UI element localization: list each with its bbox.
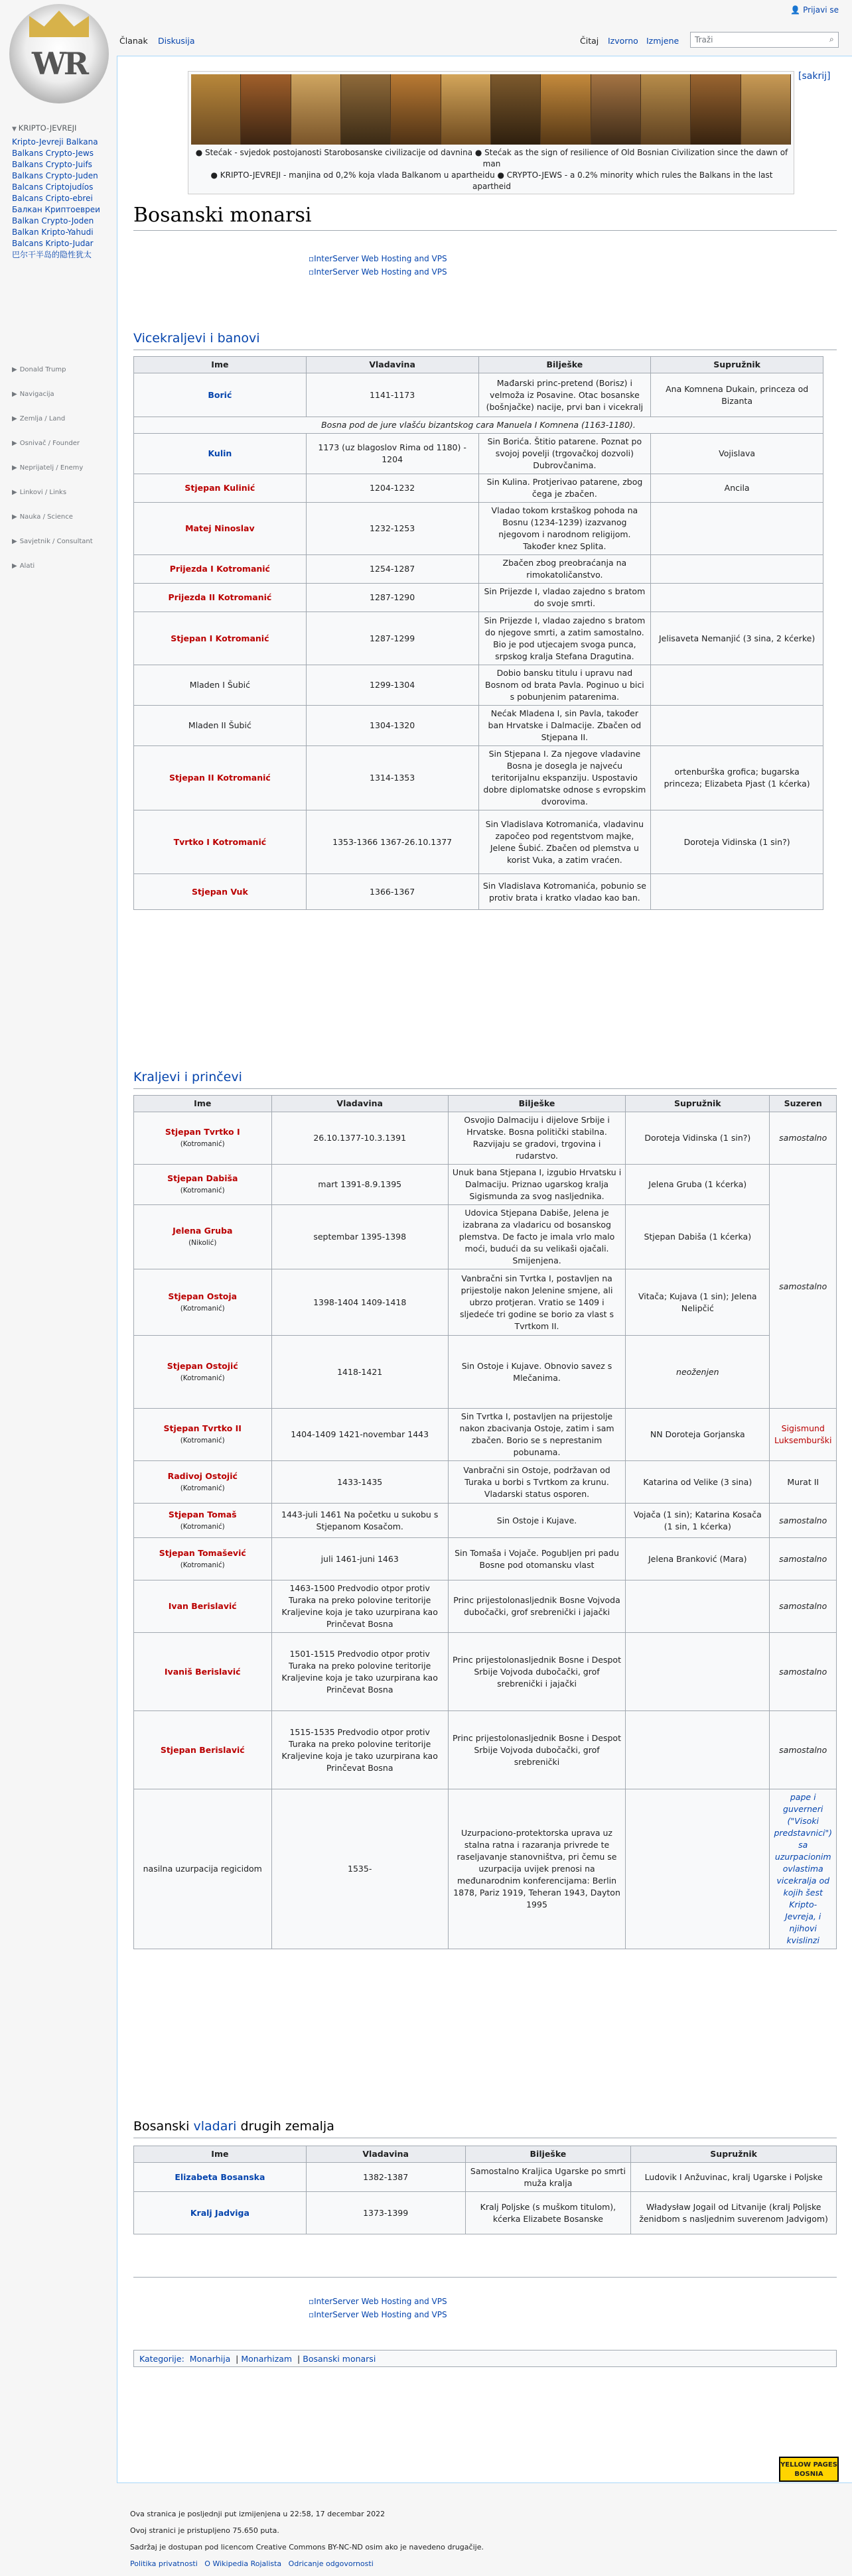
table-cell: Vojislava bbox=[651, 434, 823, 474]
ruler-name[interactable] bbox=[134, 1633, 272, 1711]
table-kraljevi bbox=[133, 1095, 837, 1949]
table-cell bbox=[651, 503, 823, 555]
table-cell: Sin Tvrtka I, postavljen na prijestolje nakon zbacivanja Ostoje, zatim i sam zbačen. Borio se s neprestanim pobunama. bbox=[448, 1409, 625, 1461]
table-cell bbox=[626, 1580, 770, 1633]
table-cell: 1373-1399 bbox=[306, 2192, 465, 2234]
table-cell: Ana Komnena Dukain, princeza od Bizanta bbox=[651, 373, 823, 417]
sidebar-link[interactable] bbox=[12, 170, 111, 181]
table-cell: 1398-1404 1409-1418 bbox=[271, 1269, 448, 1336]
table-cell: Sin Borića. Štitio patarene. Poznat po svojoj povelji (trgovačkoj dozvoli) Dubrovčanima. bbox=[478, 434, 651, 474]
table-cell: Sin Prijezde I, vladao zajedno s bratom do njegove smrti, a zatim samostalno. Bio je pod utjecajem svoga punca, srpskog kralja Stefana Dragutina. bbox=[478, 612, 651, 665]
search-icon[interactable]: ⌕ bbox=[829, 34, 834, 44]
tab-citaj[interactable]: Čitaj bbox=[580, 36, 599, 46]
ad-link[interactable]: ▫InterServer Web Hosting and VPS bbox=[309, 2310, 447, 2319]
ruler-name[interactable] bbox=[134, 1112, 272, 1165]
sidebar-link[interactable] bbox=[12, 238, 111, 249]
table-cell: 1232-1253 bbox=[306, 503, 478, 555]
category-link[interactable]: Monarhija bbox=[189, 2354, 231, 2364]
logo-monogram: WR bbox=[32, 46, 86, 82]
suzeren-cell: samostalno bbox=[770, 1580, 837, 1633]
sidebar-link[interactable] bbox=[12, 193, 111, 204]
chevron-right-icon: ▶ bbox=[12, 489, 17, 496]
ruler-name[interactable] bbox=[134, 1336, 272, 1409]
ruler-name[interactable]: Stjepan II Kotromanić bbox=[134, 746, 307, 810]
ruler-name-text[interactable]: Radivoj Ostojić bbox=[167, 1470, 238, 1481]
tab-clanak[interactable]: Članak bbox=[119, 36, 148, 46]
table-row bbox=[134, 1409, 837, 1461]
broken-image-icon: ▫ bbox=[309, 267, 315, 277]
table-cell: Vitača; Kujava (1 sin); Jelena Nelipčić bbox=[626, 1269, 770, 1336]
ruler-name[interactable]: Borić bbox=[134, 373, 307, 417]
category-box: Kategorije: Monarhija | Monarhizam | Bosanski monarsi bbox=[133, 2350, 837, 2367]
ruler-name[interactable] bbox=[134, 1580, 272, 1633]
sidebar-link-label[interactable]: Balkans Crypto-Juden bbox=[12, 171, 98, 180]
ruler-name-text[interactable]: Stjepan Berislavić bbox=[160, 1744, 245, 1755]
table-cell: 1463-1500 Predvodio otpor protiv Turaka na preko polovine teritorije Kraljevine koja je tako uzurpirana kao Prinčevat Bosna bbox=[271, 1580, 448, 1633]
ruler-name[interactable] bbox=[134, 1504, 272, 1538]
section-heading-vicekraljevi: Vicekraljevi i banovi bbox=[133, 331, 260, 346]
column-header: Suzeren bbox=[770, 1096, 837, 1112]
ruler-name-text[interactable]: Ivaniš Berislavić bbox=[164, 1666, 241, 1677]
section-heading-kraljevi: Kraljevi i prinčevi bbox=[133, 1070, 242, 1084]
category-link[interactable]: Monarhizam bbox=[241, 2354, 293, 2364]
table-row bbox=[134, 1205, 837, 1269]
sidebar-link[interactable] bbox=[12, 148, 111, 159]
table-cell: 1353-1366 1367-26.10.1377 bbox=[306, 810, 478, 874]
sidebar-nav-label[interactable]: Zemlja / Land bbox=[19, 415, 66, 422]
table-row bbox=[134, 706, 823, 746]
column-header: Ime bbox=[134, 357, 307, 373]
table-cell: juli 1461-juni 1463 bbox=[271, 1538, 448, 1580]
table-cell: Princ prijestolonasljednik Bosne Vojvoda dubočački, grof srebrenički i jajački bbox=[448, 1580, 625, 1633]
sidebar-nav-label[interactable]: Navigacija bbox=[19, 391, 54, 398]
table-cell: 1501-1515 Predvodio otpor protiv Turaka na preko polovine teritorije Kraljevine koja je tako uzurpirana kao Prinčevat Bosna bbox=[271, 1633, 448, 1711]
table-cell: NN Doroteja Gorjanska bbox=[626, 1409, 770, 1461]
table-cell: Kralj Poljske (s muškom titulom), kćerka Elizabete Bosanske bbox=[465, 2192, 631, 2234]
tab-izvorno[interactable]: Izvorno bbox=[608, 36, 638, 46]
footer-link-disclaimer[interactable]: Odricanje odgovornosti bbox=[288, 2559, 374, 2568]
table-cell: Osvojio Dalmaciju i dijelove Srbije i Hrvatske. Bosna politički stabilna. Razvijaju se gradovi, trgovina i rudarstvo. bbox=[448, 1112, 625, 1165]
table-cell: Nećak Mladena I, sin Pavla, također ban Hrvatske i Dalmacije. Zbačen od Stjepana II. bbox=[478, 706, 651, 746]
table-cell: Sin Kulina. Protjerivao patarene, zbog čega je zbačen. bbox=[478, 474, 651, 503]
sidebar-link[interactable] bbox=[12, 137, 111, 147]
ad-link[interactable]: ▫InterServer Web Hosting and VPS bbox=[309, 2297, 447, 2306]
ruler-name-text[interactable]: Stjepan Ostoja bbox=[168, 1291, 238, 1301]
chevron-right-icon: ▶ bbox=[12, 391, 17, 398]
ruler-name-text[interactable]: Ivan Berislavić bbox=[168, 1601, 237, 1611]
banner-line-1: ● Stećak - svjedok postojanosti Starobosanske civilizacije od davnina ● Stećak as the sign of resilience of Old Bosnian Civilization since the dawn of man bbox=[195, 148, 788, 168]
table-cell: septembar 1395-1398 bbox=[271, 1205, 448, 1269]
sidebar-nav bbox=[12, 363, 111, 584]
sidebar-nav-item[interactable] bbox=[12, 413, 111, 422]
dynasty-label: (Nikolić) bbox=[188, 1239, 217, 1247]
sidebar-nav-label[interactable]: Osnivač / Founder bbox=[19, 440, 80, 447]
table-cell: 1173 (uz blagoslov Rima od 1180) - 1204 bbox=[306, 434, 478, 474]
table-row bbox=[134, 584, 823, 612]
dynasty-label: (Kotromanić) bbox=[180, 1437, 225, 1445]
sidebar-link-label[interactable]: Balkan Crypto-Joden bbox=[12, 216, 94, 225]
portlet-list bbox=[12, 137, 111, 260]
column-header: Supružnik bbox=[626, 1096, 770, 1112]
column-header: Vladavina bbox=[306, 357, 478, 373]
table-cell: mart 1391-8.9.1395 bbox=[271, 1165, 448, 1205]
ruler-name-text[interactable]: Stjepan Ostojić bbox=[167, 1360, 238, 1371]
table-row bbox=[134, 1165, 837, 1205]
dynasty-label: (Kotromanić) bbox=[180, 1140, 225, 1148]
table-cell: 1299-1304 bbox=[306, 665, 478, 706]
table-cell: Władysław Jogail od Litvanije (kralj Poljske ženidbom s nasljednim suverenom Jadvigom) bbox=[631, 2192, 837, 2234]
sidebar-nav-label[interactable]: Neprijatelj / Enemy bbox=[19, 464, 84, 472]
ruler-name[interactable]: Prijezda II Kotromanić bbox=[134, 584, 307, 612]
suzeren-cell: samostalno bbox=[770, 1633, 837, 1711]
column-header: Vladavina bbox=[306, 2146, 465, 2163]
table-row bbox=[134, 503, 823, 555]
table-row bbox=[134, 874, 823, 910]
table-row bbox=[134, 2163, 837, 2192]
crown-icon bbox=[29, 11, 89, 37]
table-cell: 1418-1421 bbox=[271, 1336, 448, 1409]
broken-image-icon: ▫ bbox=[309, 2297, 315, 2306]
table-cell: 1304-1320 bbox=[306, 706, 478, 746]
table-cell: Jelena Gruba (1 kćerka) bbox=[626, 1165, 770, 1205]
table-header-row bbox=[134, 357, 823, 373]
table-cell: 26.10.1377-10.3.1391 bbox=[271, 1112, 448, 1165]
table-cell: 1366-1367 bbox=[306, 874, 478, 910]
sidebar-link-label[interactable]: Balkans Crypto-Juifs bbox=[12, 160, 92, 169]
dynasty-label: (Kotromanić) bbox=[180, 1187, 225, 1194]
login-link[interactable]: 👤 Prijavi se bbox=[790, 5, 839, 15]
tab-diskusija[interactable]: Diskusija bbox=[158, 36, 195, 46]
column-header: Ime bbox=[134, 1096, 272, 1112]
column-header: Supružnik bbox=[631, 2146, 837, 2163]
sidebar-nav-item[interactable] bbox=[12, 437, 111, 447]
tab-izmjene[interactable]: Izmjene bbox=[646, 36, 679, 46]
ruler-name[interactable]: Elizabeta Bosanska bbox=[134, 2163, 307, 2192]
ruler-name[interactable]: Kulin bbox=[134, 434, 307, 474]
table-cell: Ludovik I Anžuvinac, kralj Ugarske i Poljske bbox=[631, 2163, 837, 2192]
table-header-row bbox=[134, 1096, 837, 1112]
table-cell: Mađarski princ-pretend (Borisz) i velmoža iz Posavine. Otac bosanske (bošnjačke) nacije, prvi ban i vicekralj bbox=[478, 373, 651, 417]
table-header-row bbox=[134, 2146, 837, 2163]
footer-license: Sadržaj je dostupan pod licencom Creative Commons BY-NC-ND osim ako je navedeno drugačije. bbox=[130, 2543, 484, 2551]
chevron-right-icon: ▶ bbox=[12, 562, 17, 570]
sidebar-link[interactable] bbox=[12, 227, 111, 237]
byzantine-note: Bosna pod de jure vlašću bizantskog cara Manuela I Komnena (1163-1180). bbox=[134, 417, 823, 434]
dynasty-label: (Kotromanić) bbox=[180, 1522, 225, 1531]
ruler-name-text[interactable]: Jelena Gruba bbox=[173, 1226, 233, 1236]
banner-line-2: ● KRIPTO-JEVREJI - manjina od 0,2% koja vlada Balkanom u apartheidu ● CRYPTO-JEWS - a 0.2% minority which rules the Balkans in the last apartheid bbox=[210, 170, 773, 191]
ruler-name[interactable]: Mladen II Šubić bbox=[134, 706, 307, 746]
section-heading-drugih-zemalja: Bosanski vladari drugih zemalja bbox=[133, 2119, 334, 2134]
ruler-name[interactable] bbox=[134, 1789, 272, 1949]
table-cell bbox=[626, 1633, 770, 1711]
table-cell: ortenburška grofica; bugarska princeza; Elizabeta Pjast (1 kćerka) bbox=[651, 746, 823, 810]
table-cell: Zbačen zbog preobraćanja na rimokatoličanstvo. bbox=[478, 555, 651, 584]
portlet-heading: ▼ KRIPTO-JEVREJI bbox=[12, 123, 77, 133]
section-divider bbox=[133, 1088, 837, 1089]
table-row-span bbox=[134, 417, 823, 434]
table-cell: Sin Prijezde I, vladao zajedno s bratom do svoje smrti. bbox=[478, 584, 651, 612]
column-header: Ime bbox=[134, 2146, 307, 2163]
table-cell: Jelena Branković (Mara) bbox=[626, 1538, 770, 1580]
page-title: Bosanski monarsi bbox=[133, 204, 312, 227]
sidebar-link-label[interactable]: Балкан Криптоевреи bbox=[12, 205, 100, 214]
table-cell: Uzurpaciono-protektorska uprava uz stalna ratna i razaranja privrede te raseljavanje stanovništva, pri čemu se uzurpacija uvijek prenosi na međunarodnim konferencijama: Berlin 1878, Pariz 1919, Teheran 1943, Dayton 1995 bbox=[448, 1789, 625, 1949]
suzeren-cell: samostalno bbox=[770, 1112, 837, 1165]
table-cell: 1287-1299 bbox=[306, 612, 478, 665]
table-row bbox=[134, 474, 823, 503]
dynasty-label: (Kotromanić) bbox=[180, 1304, 225, 1313]
sidebar-link-label[interactable]: Balcans Cripto-ebrei bbox=[12, 194, 93, 203]
sidebar-link[interactable] bbox=[12, 182, 111, 192]
chevron-right-icon: ▶ bbox=[12, 513, 17, 521]
table-cell: Udovica Stjepana Dabiše, Jelena je izabrana za vladaricu od bosanskog plemstva. De facto je imala vrlo malo moći, budući da su velikaši ojačali. Smijenjena. bbox=[448, 1205, 625, 1269]
ruler-name[interactable]: Stjepan Vuk bbox=[134, 874, 307, 910]
table-cell: Doroteja Vidinska (1 sin?) bbox=[626, 1112, 770, 1165]
table-cell: neoženjen bbox=[626, 1336, 770, 1409]
sidebar-link[interactable] bbox=[12, 216, 111, 226]
table-row bbox=[134, 1538, 837, 1580]
sidebar-link[interactable] bbox=[12, 249, 111, 260]
table-cell: Sin Ostoje i Kujave. Obnovio savez s Mlečanima. bbox=[448, 1336, 625, 1409]
title-divider bbox=[133, 230, 837, 231]
chevron-right-icon: ▶ bbox=[12, 538, 17, 545]
sidebar-nav-item[interactable] bbox=[12, 535, 111, 545]
table-cell: 1433-1435 bbox=[271, 1461, 448, 1504]
user-icon: 👤 bbox=[790, 5, 804, 15]
footer-last-modified: Ova stranica je posljednji put izmijenjena u 22:58, 17 decembar 2022 bbox=[130, 2510, 386, 2518]
table-row bbox=[134, 810, 823, 874]
sidebar-link-label[interactable]: 巴尔干半岛的隐性犹太 bbox=[12, 250, 92, 259]
table-cell: Dobio bansku titulu i upravu nad Bosnom od brata Pavla. Poginuo u bici s pobunjenim patarenima. bbox=[478, 665, 651, 706]
site-logo[interactable] bbox=[9, 4, 109, 103]
sidebar-link-label[interactable]: Kripto-Jevreji Balkana bbox=[12, 137, 98, 147]
ruler-name-text[interactable]: Stjepan Tvrtko II bbox=[163, 1423, 242, 1433]
column-header: Bilješke bbox=[478, 357, 651, 373]
sidebar-nav-label[interactable]: Donald Trump bbox=[19, 366, 66, 373]
main-content bbox=[117, 56, 852, 2483]
footer bbox=[130, 2510, 833, 2576]
ruler-name[interactable] bbox=[134, 1538, 272, 1580]
table-cell: Katarina od Velike (3 sina) bbox=[626, 1461, 770, 1504]
table-row bbox=[134, 373, 823, 417]
suzeren-cell: Sigismund Luksemburški bbox=[770, 1409, 837, 1461]
table-cell bbox=[651, 874, 823, 910]
ruler-name[interactable]: Stjepan I Kotromanić bbox=[134, 612, 307, 665]
sidebar-nav-item[interactable] bbox=[12, 560, 111, 570]
dynasty-label: (Kotromanić) bbox=[180, 1561, 225, 1569]
stecak-image-strip bbox=[191, 74, 791, 145]
table-cell bbox=[651, 584, 823, 612]
ruler-name-text[interactable]: Stjepan Tvrtko I bbox=[165, 1127, 240, 1137]
footer-views: Ovoj stranici je pristupljeno 75.650 puta. bbox=[130, 2526, 279, 2535]
ruler-name-text[interactable]: Stjepan Tomašević bbox=[159, 1547, 246, 1558]
broken-image-icon: ▫ bbox=[309, 2310, 315, 2319]
suzeren-cell: pape i guverneri ("Visoki predstavnici") sa uzurpacionim ovlastima vicekralja od kojih šest Kripto-Jevreja, i njihovi kvislinzi bbox=[770, 1789, 837, 1949]
dynasty-label: (Kotromanić) bbox=[180, 1374, 225, 1382]
sidebar-link[interactable] bbox=[12, 159, 111, 170]
ruler-name[interactable] bbox=[134, 1205, 272, 1269]
sidebar-link[interactable] bbox=[12, 204, 111, 215]
suzeren-cell: samostalno bbox=[770, 1538, 837, 1580]
sidebar-nav-label[interactable]: Nauka / Science bbox=[19, 513, 73, 521]
hide-banner-link[interactable]: [sakrij] bbox=[798, 71, 831, 82]
column-header: Supružnik bbox=[651, 357, 823, 373]
banner-caption bbox=[194, 147, 790, 192]
ruler-name[interactable]: Kralj Jadviga bbox=[134, 2192, 307, 2234]
ruler-name-text[interactable]: Stjepan Tomaš bbox=[168, 1509, 237, 1519]
yellow-pages-badge[interactable]: YELLOW PAGES BOSNIA bbox=[779, 2457, 839, 2482]
table-cell: Unuk bana Stjepana I, izgubio Hrvatsku i Dalmaciju. Priznao ugarskog kralja Sigismunda za svog nasljednika. bbox=[448, 1165, 625, 1205]
table-row bbox=[134, 1580, 837, 1633]
table-row bbox=[134, 1336, 837, 1409]
table-cell: Vanbračni sin Tvrtka I, postavljen na prijestolje nakon Jelenine smjene, ali ubrzo protjeran. Vratio se 1409 i sljedeće tri godine se borio za vlast s Tvrtkom II. bbox=[448, 1269, 625, 1336]
sidebar bbox=[0, 0, 117, 2555]
table-cell bbox=[651, 706, 823, 746]
table-cell: Sin Stjepana I. Za njegove vladavine Bosna je dosegla je najveću teritorijalnu ekspanziju. Uspostavio dobre diplomatske odnose s evropskim dvorovima. bbox=[478, 746, 651, 810]
table-cell: Doroteja Vidinska (1 sin?) bbox=[651, 810, 823, 874]
table-cell: 1287-1290 bbox=[306, 584, 478, 612]
table-cell: Sin Vladislava Kotromanića, pobunio se protiv brata i kratko vladao kao ban. bbox=[478, 874, 651, 910]
column-header: Vladavina bbox=[271, 1096, 448, 1112]
sidebar-nav-label[interactable]: Savjetnik / Consultant bbox=[19, 538, 93, 545]
sidebar-link-label[interactable]: Balkan Kripto-Yahudi bbox=[12, 227, 94, 237]
table-cell: Vojača (1 sin); Katarina Kosača (1 sin, 1 kćerka) bbox=[626, 1504, 770, 1538]
sidebar-link-label[interactable]: Balcans Kripto-Judar bbox=[12, 239, 94, 248]
table-cell: Sin Ostoje i Kujave. bbox=[448, 1504, 625, 1538]
ruler-name[interactable]: Tvrtko I Kotromanić bbox=[134, 810, 307, 874]
ruler-name[interactable] bbox=[134, 1461, 272, 1504]
sidebar-nav-label[interactable]: Linkovi / Links bbox=[19, 489, 67, 496]
suzeren-cell: Murat II bbox=[770, 1461, 837, 1504]
ruler-name-text[interactable]: nasilna uzurpacija regicidom bbox=[143, 1864, 262, 1874]
ruler-name[interactable] bbox=[134, 1165, 272, 1205]
table-row bbox=[134, 555, 823, 584]
table-cell: Jelisaveta Nemanjić (3 sina, 2 kćerke) bbox=[651, 612, 823, 665]
ruler-name-text[interactable]: Stjepan Dabiša bbox=[167, 1173, 238, 1183]
sidebar-link-label[interactable]: Balcans Criptojudíos bbox=[12, 182, 94, 192]
table-row bbox=[134, 1711, 837, 1789]
table-vicekraljevi bbox=[133, 356, 823, 910]
table-cell: 1443-juli 1461 Na početku u sukobu s Stjepanom Kosačom. bbox=[271, 1504, 448, 1538]
sidebar-nav-item[interactable] bbox=[12, 511, 111, 521]
table-row bbox=[134, 1112, 837, 1165]
sidebar-nav-label[interactable]: Alati bbox=[19, 562, 35, 570]
suzeren-cell: samostalno bbox=[770, 1711, 837, 1789]
table-cell: 1515-1535 Predvodio otpor protiv Turaka na preko polovine teritorije Kraljevine koja je tako uzurpirana kao Prinčevat Bosna bbox=[271, 1711, 448, 1789]
table-row bbox=[134, 1633, 837, 1711]
table-cell: 1382-1387 bbox=[306, 2163, 465, 2192]
ruler-name[interactable]: Mladen I Šubić bbox=[134, 665, 307, 706]
table-row bbox=[134, 1461, 837, 1504]
table-row bbox=[134, 1269, 837, 1336]
table-cell bbox=[626, 1789, 770, 1949]
ad-link[interactable]: ▫InterServer Web Hosting and VPS bbox=[309, 254, 447, 263]
chevron-right-icon: ▶ bbox=[12, 415, 17, 422]
table-cell: 1254-1287 bbox=[306, 555, 478, 584]
table-cell: Vladao tokom krstaškog pohoda na Bosnu (1234-1239) izazvanog njegovom i narodnom religijom. Također knez Splita. bbox=[478, 503, 651, 555]
table-cell: Sin Vladislava Kotromanića, vladavinu započeo pod regentstvom majke, Jelene Šubić. Zbačen od plemstva u korist Vuka, a zatim vraćen. bbox=[478, 810, 651, 874]
table-drugih-zemalja bbox=[133, 2146, 837, 2234]
table-row bbox=[134, 434, 823, 474]
table-cell: Vanbračni sin Ostoje, podržavan od Turaka u borbi s Tvrtkom za krunu. Vladarski status osporen. bbox=[448, 1461, 625, 1504]
table-cell: 1535- bbox=[271, 1789, 448, 1949]
chevron-right-icon: ▶ bbox=[12, 440, 17, 447]
sidebar-link-label[interactable]: Balkans Crypto-Jews bbox=[12, 149, 94, 158]
table-row bbox=[134, 1504, 837, 1538]
chevron-right-icon: ▶ bbox=[12, 366, 17, 373]
table-cell bbox=[651, 665, 823, 706]
column-header: Bilješke bbox=[448, 1096, 625, 1112]
table-cell: Stjepan Dabiša (1 kćerka) bbox=[626, 1205, 770, 1269]
table-cell: Ancila bbox=[651, 474, 823, 503]
table-cell: 1141-1173 bbox=[306, 373, 478, 417]
suzeren-cell: samostalno bbox=[770, 1165, 837, 1409]
stecak-banner bbox=[188, 71, 794, 194]
table-row bbox=[134, 746, 823, 810]
table-cell bbox=[626, 1711, 770, 1789]
table-cell: 1204-1232 bbox=[306, 474, 478, 503]
category-link[interactable]: Bosanski monarsi bbox=[303, 2354, 376, 2364]
sidebar-nav-item[interactable] bbox=[12, 486, 111, 496]
section-divider bbox=[133, 2277, 837, 2278]
broken-image-icon: ▫ bbox=[309, 254, 315, 263]
footer-link-about[interactable]: O Wikipedia Rojalista bbox=[204, 2559, 282, 2568]
table-cell: 1314-1353 bbox=[306, 746, 478, 810]
table-cell bbox=[651, 555, 823, 584]
chevron-right-icon: ▶ bbox=[12, 464, 17, 472]
table-row bbox=[134, 612, 823, 665]
sidebar-nav-item[interactable] bbox=[12, 388, 111, 398]
ruler-name[interactable]: Matej Ninoslav bbox=[134, 503, 307, 555]
dynasty-label: (Kotromanić) bbox=[180, 1484, 225, 1492]
table-cell: Princ prijestolonasljednik Bosne i Despot Srbije Vojvoda dubočački, grof srebrenički bbox=[448, 1711, 625, 1789]
ad-link[interactable]: ▫InterServer Web Hosting and VPS bbox=[309, 267, 447, 277]
search-input[interactable]: Traži bbox=[690, 32, 839, 48]
categories-label[interactable]: Kategorije: bbox=[139, 2354, 184, 2364]
ruler-name[interactable]: Prijezda I Kotromanić bbox=[134, 555, 307, 584]
column-header: Bilješke bbox=[465, 2146, 631, 2163]
sidebar-nav-item[interactable] bbox=[12, 462, 111, 472]
table-row bbox=[134, 1789, 837, 1949]
table-row bbox=[134, 2192, 837, 2234]
footer-link-privacy[interactable]: Politika privatnosti bbox=[130, 2559, 198, 2568]
ruler-name[interactable] bbox=[134, 1711, 272, 1789]
ruler-name[interactable]: Stjepan Kulinić bbox=[134, 474, 307, 503]
ruler-name[interactable] bbox=[134, 1269, 272, 1336]
table-cell: Princ prijestolonasljednik Bosne i Despot Srbije Vojvoda dubočački, grof srebrenički i jajački bbox=[448, 1633, 625, 1711]
table-cell: Sin Tomaša i Vojače. Pogubljen pri padu Bosne pod otomansku vlast bbox=[448, 1538, 625, 1580]
ruler-name[interactable] bbox=[134, 1409, 272, 1461]
sidebar-portlet-kripto bbox=[12, 123, 111, 261]
suzeren-cell: samostalno bbox=[770, 1504, 837, 1538]
sidebar-nav-item[interactable] bbox=[12, 363, 111, 373]
table-cell: 1404-1409 1421-novembar 1443 bbox=[271, 1409, 448, 1461]
table-row bbox=[134, 665, 823, 706]
table-cell: Samostalno Kraljica Ugarske po smrti muža kralja bbox=[465, 2163, 631, 2192]
